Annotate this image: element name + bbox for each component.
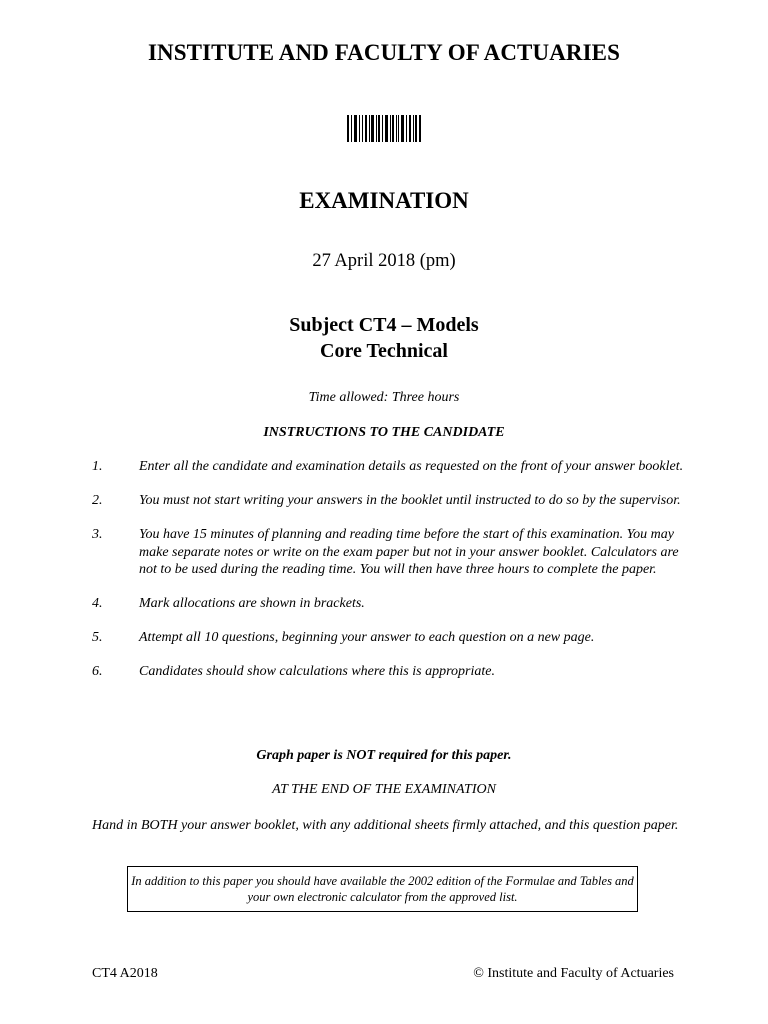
item-number: 6. xyxy=(92,664,103,679)
item-text: Enter all the candidate and examination details as requested on the front of your answer booklet. xyxy=(139,459,684,474)
list-item xyxy=(92,526,692,579)
subject-line-2: Core Technical xyxy=(320,340,448,362)
materials-notice-box xyxy=(127,866,638,912)
item-text: Attempt all 10 questions, beginning your answer to each question on a new page. xyxy=(139,630,595,645)
institute-title: INSTITUTE AND FACULTY OF ACTUARIES xyxy=(147,40,621,65)
list-item xyxy=(92,663,692,681)
instructions-heading: INSTRUCTIONS TO THE CANDIDATE xyxy=(263,425,505,440)
graph-paper-note: Graph paper is NOT required for this paper. xyxy=(256,748,512,763)
hand-in-instructions: Hand in BOTH your answer booklet, with any additional sheets firmly attached, and this question paper. xyxy=(92,818,679,833)
item-number: 4. xyxy=(92,596,103,611)
list-item xyxy=(92,458,692,476)
list-item xyxy=(92,492,692,510)
footer-paper-code: CT4 A2018 xyxy=(92,966,158,981)
subject-line-1: Subject CT4 – Models xyxy=(289,314,479,336)
exam-title: EXAMINATION xyxy=(299,188,469,213)
list-item xyxy=(92,629,692,647)
list-item xyxy=(92,595,692,613)
item-text: You must not start writing your answers in the booklet until instructed to do so by the supervisor. xyxy=(139,493,681,508)
barcode-icon xyxy=(347,115,421,142)
item-text: Candidates should show calculations where this is appropriate. xyxy=(139,664,495,679)
materials-notice-text: In addition to this paper you should have available the 2002 edition of the Formulae and Tables and your own electronic calculator from the approved list. xyxy=(131,874,634,904)
exam-date: 27 April 2018 (pm) xyxy=(312,251,456,271)
item-number: 2. xyxy=(92,493,103,508)
instructions-list xyxy=(92,458,692,697)
subject-block xyxy=(0,312,768,364)
item-text: You have 15 minutes of planning and reading time before the start of this examination. You may make separate notes or write on the exam paper but not in your answer booklet. Calculators are not to be used during the reading time. You will then have three hours to complete the paper. xyxy=(139,527,679,577)
item-text: Mark allocations are shown in brackets. xyxy=(139,596,365,611)
item-number: 5. xyxy=(92,630,103,645)
end-of-exam-heading: AT THE END OF THE EXAMINATION xyxy=(272,782,496,797)
time-allowed: Time allowed: Three hours xyxy=(308,390,460,405)
item-number: 1. xyxy=(92,459,103,474)
footer-copyright: © Institute and Faculty of Actuaries xyxy=(473,966,674,981)
item-number: 3. xyxy=(92,527,103,542)
